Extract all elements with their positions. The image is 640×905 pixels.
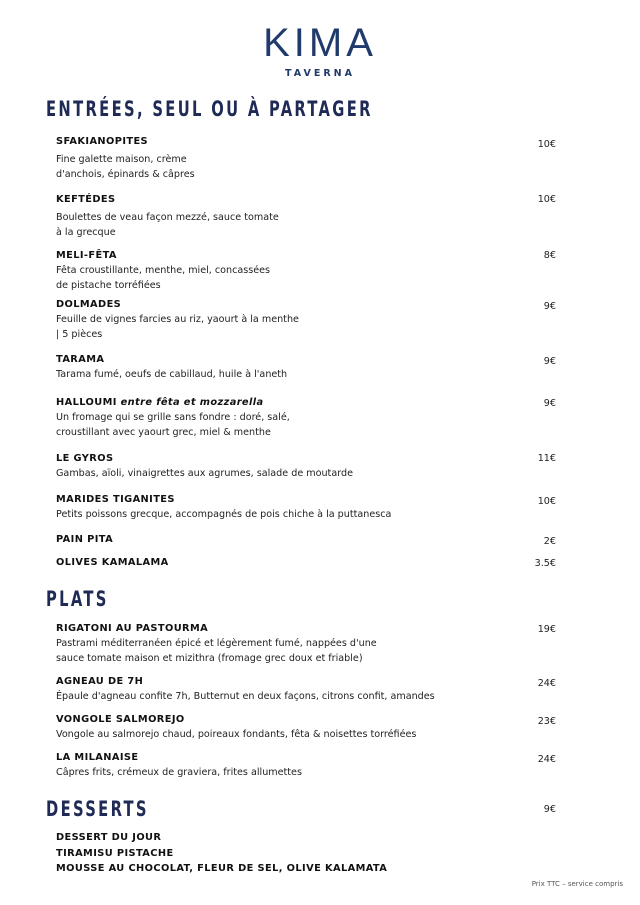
menu-item bbox=[56, 556, 556, 569]
menu-item bbox=[56, 353, 556, 382]
item-price: 3.5€ bbox=[534, 558, 556, 569]
item-description: Gambas, aïoli, vinaigrettes aux agrumes, salade de moutarde bbox=[56, 468, 353, 479]
item-name: MARIDES TIGANITES bbox=[56, 494, 175, 505]
item-name: RIGATONI AU PASTOURMA bbox=[56, 623, 209, 634]
dessert-item: MOUSSE AU CHOCOLAT, FLEUR DE SEL, OLIVE KALAMATA bbox=[56, 863, 388, 874]
menu-item bbox=[56, 675, 556, 704]
item-price: 24€ bbox=[537, 678, 556, 689]
item-description: Câpres frits, crémeux de graviera, frites allumettes bbox=[56, 767, 302, 778]
item-price: 11€ bbox=[537, 453, 556, 464]
item-name: PAIN PITA bbox=[56, 534, 114, 545]
dessert-item: DESSERT DU JOUR bbox=[56, 832, 162, 843]
menu-item bbox=[56, 193, 556, 240]
desserts-price: 9€ bbox=[543, 804, 556, 815]
item-price: 10€ bbox=[537, 194, 556, 205]
item-name: LA MILANAISE bbox=[56, 752, 139, 763]
item-name-italic: entre fêta et mozzarella bbox=[120, 397, 264, 408]
menu-item bbox=[56, 533, 556, 546]
item-price: 10€ bbox=[537, 139, 556, 150]
item-description: Tarama fumé, oeufs de cabillaud, huile à l'aneth bbox=[56, 369, 288, 380]
menu-item bbox=[56, 298, 556, 342]
item-price: 9€ bbox=[543, 301, 556, 312]
item-description: Fine galette maison, crème d'anchois, épinards & câpres bbox=[56, 154, 195, 180]
item-description: Vongole au salmorejo chaud, poireaux fondants, fêta & noisettes torréfiées bbox=[56, 729, 417, 740]
item-name: OLIVES KAMALAMA bbox=[56, 557, 169, 568]
item-description: Pastrami méditerranéen épicé et légèrement fumé, nappées d'une sauce tomate maison et mizithra (fromage grec doux et friable) bbox=[56, 638, 377, 664]
menu-item bbox=[56, 622, 556, 666]
menu-item bbox=[56, 751, 556, 780]
item-price: 23€ bbox=[537, 716, 556, 727]
restaurant-logo bbox=[0, 22, 640, 79]
logo-name: KIMA bbox=[263, 21, 377, 65]
section-title-desserts: DESSERTS bbox=[46, 797, 149, 821]
item-name: DOLMADES bbox=[56, 299, 122, 310]
menu-item bbox=[56, 713, 556, 742]
logo-subtitle: TAVERNA bbox=[285, 68, 355, 79]
item-price: 9€ bbox=[543, 398, 556, 409]
item-name-main: HALLOUMI bbox=[56, 397, 117, 408]
item-description: Petits poissons grecque, accompagnés de pois chiche à la puttanesca bbox=[56, 509, 392, 520]
item-price: 10€ bbox=[537, 496, 556, 507]
item-name: LE GYROS bbox=[56, 453, 114, 464]
menu-item bbox=[56, 452, 556, 481]
item-name: KEFTÉDES bbox=[56, 194, 116, 205]
menu-item bbox=[56, 493, 556, 522]
section-title-plats: PLATS bbox=[46, 587, 109, 611]
item-price: 2€ bbox=[543, 536, 556, 547]
item-description: Épaule d'agneau confite 7h, Butternut en deux façons, citrons confit, amandes bbox=[56, 691, 435, 702]
item-price: 24€ bbox=[537, 754, 556, 765]
price-footnote: Prix TTC – service compris bbox=[531, 880, 623, 888]
item-description: Un fromage qui se grille sans fondre : doré, salé, croustillant avec yaourt grec, miel & menthe bbox=[56, 412, 290, 438]
item-name: TARAMA bbox=[56, 354, 105, 365]
item-name: VONGOLE SALMOREJO bbox=[56, 714, 185, 725]
item-price: 9€ bbox=[543, 356, 556, 367]
item-price: 8€ bbox=[543, 250, 556, 261]
menu-item bbox=[56, 396, 556, 440]
item-name bbox=[56, 396, 556, 409]
item-description: Feuille de vignes farcies au riz, yaourt à la menthe | 5 pièces bbox=[56, 314, 299, 340]
item-description: Fêta croustillante, menthe, miel, concassées de pistache torréfiées bbox=[56, 265, 271, 291]
item-name: MELI-FÊTA bbox=[56, 250, 117, 261]
item-name: SFAKIANOPITES bbox=[56, 136, 149, 147]
item-description: Boulettes de veau façon mezzé, sauce tomate à la grecque bbox=[56, 212, 279, 238]
item-name: AGNEAU DE 7H bbox=[56, 676, 144, 687]
menu-item bbox=[56, 249, 556, 293]
menu-item bbox=[56, 135, 556, 182]
item-price: 19€ bbox=[537, 624, 556, 635]
section-title-entrees: ENTRÉES, SEUL OU À PARTAGER bbox=[46, 97, 373, 121]
dessert-item: TIRAMISU PISTACHE bbox=[56, 848, 174, 859]
